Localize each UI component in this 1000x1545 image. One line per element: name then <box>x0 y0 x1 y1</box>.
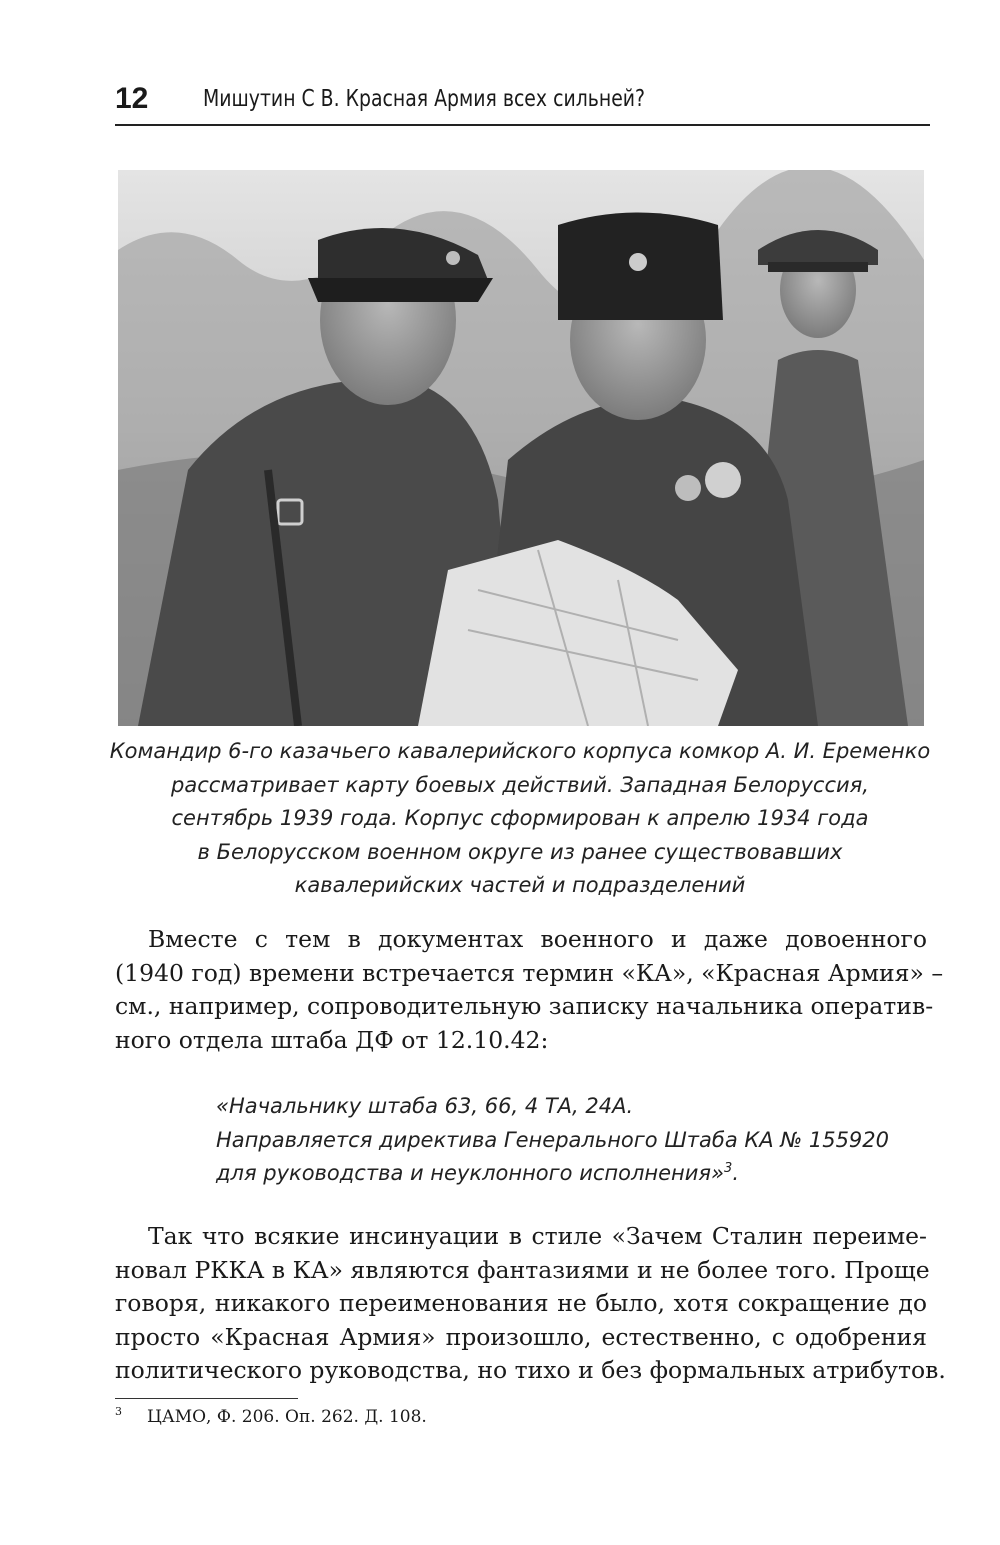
footnote-reference[interactable]: 3 <box>724 1161 733 1176</box>
caption-line: Командир 6-го казачьего кавалерийского корпуса комкор А. И. Еременко <box>109 739 931 763</box>
body-paragraph-1 <box>115 923 944 1057</box>
paragraph-line: Так что всякие инсинуации в стиле «Зачем Сталин переиме- <box>148 1222 927 1250</box>
caption-line: сентябрь 1939 года. Корпус сформирован к апрелю 1934 года <box>171 806 869 830</box>
paragraph-line: говоря, никакого переименования не было, хотя сокращение до <box>115 1289 927 1317</box>
footnote-mark: 3 <box>115 1405 122 1418</box>
quote-line: Направляется директива Генерального Штаба КА № 155920 <box>216 1127 890 1152</box>
block-quote <box>216 1090 936 1191</box>
paragraph-line: политического руководства, но тихо и без формальных атрибутов. <box>115 1356 946 1384</box>
caption-line: рассматривает карту боевых действий. Западная Белоруссия, <box>171 772 869 797</box>
page-number: 12 <box>115 82 149 115</box>
paragraph-line: Вместе с тем в документах военного и даже довоенного <box>148 925 927 953</box>
footnote <box>115 1405 427 1427</box>
paragraph-line: (1940 год) времени встречается термин «КА», «Красная Армия» – <box>115 958 944 987</box>
quote-line: «Начальнику штаба 63, 66, 4 ТА, 24А. <box>216 1094 634 1118</box>
caption-line: кавалерийских частей и подразделений <box>294 873 746 897</box>
quote-end-punct: . <box>732 1161 739 1185</box>
paragraph-line: просто «Красная Армия» произошло, естественно, с одобрения <box>115 1322 927 1351</box>
quote-line-text: для руководства и неуклонного исполнения» <box>216 1161 725 1185</box>
quote-line-last <box>216 1157 936 1191</box>
photo-caption <box>100 735 940 903</box>
paragraph-line: новал РККА в КА» являются фантазиями и не более того. Проще <box>115 1255 930 1284</box>
paragraph-line: ного отдела штаба ДФ от 12.10.42: <box>115 1025 549 1054</box>
photo-illustration <box>118 170 924 726</box>
running-header <box>115 78 930 126</box>
footnote-text: ЦАМО, Ф. 206. Оп. 262. Д. 108. <box>147 1407 427 1427</box>
body-paragraph-2 <box>115 1220 946 1388</box>
footnote-divider <box>115 1398 298 1399</box>
caption-line: в Белорусском военном округе из ранее существовавших <box>197 839 843 864</box>
photo-officers-with-map <box>118 170 924 726</box>
running-title: Мишутин С В. Красная Армия всех сильней? <box>203 86 646 112</box>
paragraph-line: см., например, сопроводительную записку начальника оператив- <box>115 992 934 1020</box>
